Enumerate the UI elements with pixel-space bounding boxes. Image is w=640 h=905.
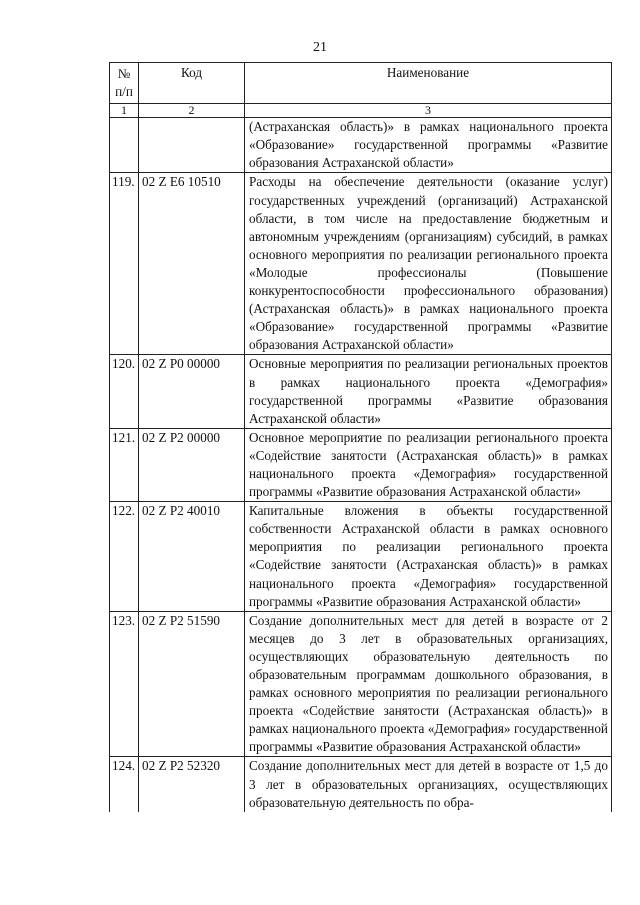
row-name: Капитальные вложения в объекты государственной собственности Астраханской области в рамках основного мероприятия по реализации регионального проекта «Содействие занятости (Астраханская область)» в рамках национального проекта «Демография» государственной программы «Развитие образования Астраханской области» [245,502,612,612]
header-number-abbr: п/п [115,84,133,100]
row-number: 119. [110,173,139,355]
row-code [139,118,245,173]
row-name: Основные мероприятия по реализации региональных проектов в рамках национального проекта «Демография» государственной программы «Развитие образования Астраханской области» [245,355,612,428]
row-code: 02 Z P0 00000 [139,355,245,428]
row-number [110,118,139,173]
table-row [110,611,612,757]
table-row [110,428,612,501]
row-number: 121. [110,428,139,501]
table-row [110,118,612,173]
table-row [110,355,612,428]
row-code: 02 Z P2 52320 [139,757,245,812]
row-code: 02 Z P2 00000 [139,428,245,501]
row-code: 02 Z E6 10510 [139,173,245,355]
header-number-symbol: № [117,66,131,81]
table-header-row [110,63,612,104]
header-number [110,63,139,104]
row-code: 02 Z P2 40010 [139,502,245,612]
header-name: Наименование [245,63,612,104]
table-row [110,757,612,812]
row-name: Основное мероприятие по реализации регионального проекта «Содействие занятости (Астраханская область)» в рамках национального проекта «Демография» государственной программы «Развитие образования Астраханской области» [245,428,612,501]
row-number: 120. [110,355,139,428]
row-code: 02 Z P2 51590 [139,611,245,757]
header-code: Код [139,63,245,104]
column-index-3: 3 [245,104,612,118]
row-name: (Астраханская область)» в рамках национального проекта «Образование» государственной программы «Развитие образования Астраханской области» [245,118,612,173]
table-row [110,173,612,355]
row-name: Создание дополнительных мест для детей в возрасте от 2 месяцев до 3 лет в образовательных организациях, осуществляющих образовательную деятельность по образовательным программам дошкольного образования, в рамках основного мероприятия по реализации регионального проекта «Содействие занятости (Астраханская область)» в рамках национального проекта «Демография» государственной программы «Развитие образования Астраханской области» [245,611,612,757]
column-index-1: 1 [110,104,139,118]
table-row [110,502,612,612]
page-number: 21 [313,40,327,55]
row-number: 124. [110,757,139,812]
classification-table [109,62,612,812]
column-index-row [110,104,612,118]
row-name: Расходы на обеспечение деятельности (оказание услуг) государственных учреждений (организаций) Астраханской области, в том числе на предоставление бюджетным и автономным учреждениям (организациям) субсидий, в рамках основного мероприятия по реализации регионального проекта «Молодые профессионалы (Повышение конкурентоспособности профессионального образования) (Астраханская область)» в рамках национального проекта «Образование» государственной программы «Развитие образования Астраханской области» [245,173,612,355]
row-name: Создание дополнительных мест для детей в возрасте от 1,5 до 3 лет в образовательных организациях, осуществляющих образовательную деятельность по обра- [245,757,612,812]
row-number: 122. [110,502,139,612]
row-number: 123. [110,611,139,757]
column-index-2: 2 [139,104,245,118]
